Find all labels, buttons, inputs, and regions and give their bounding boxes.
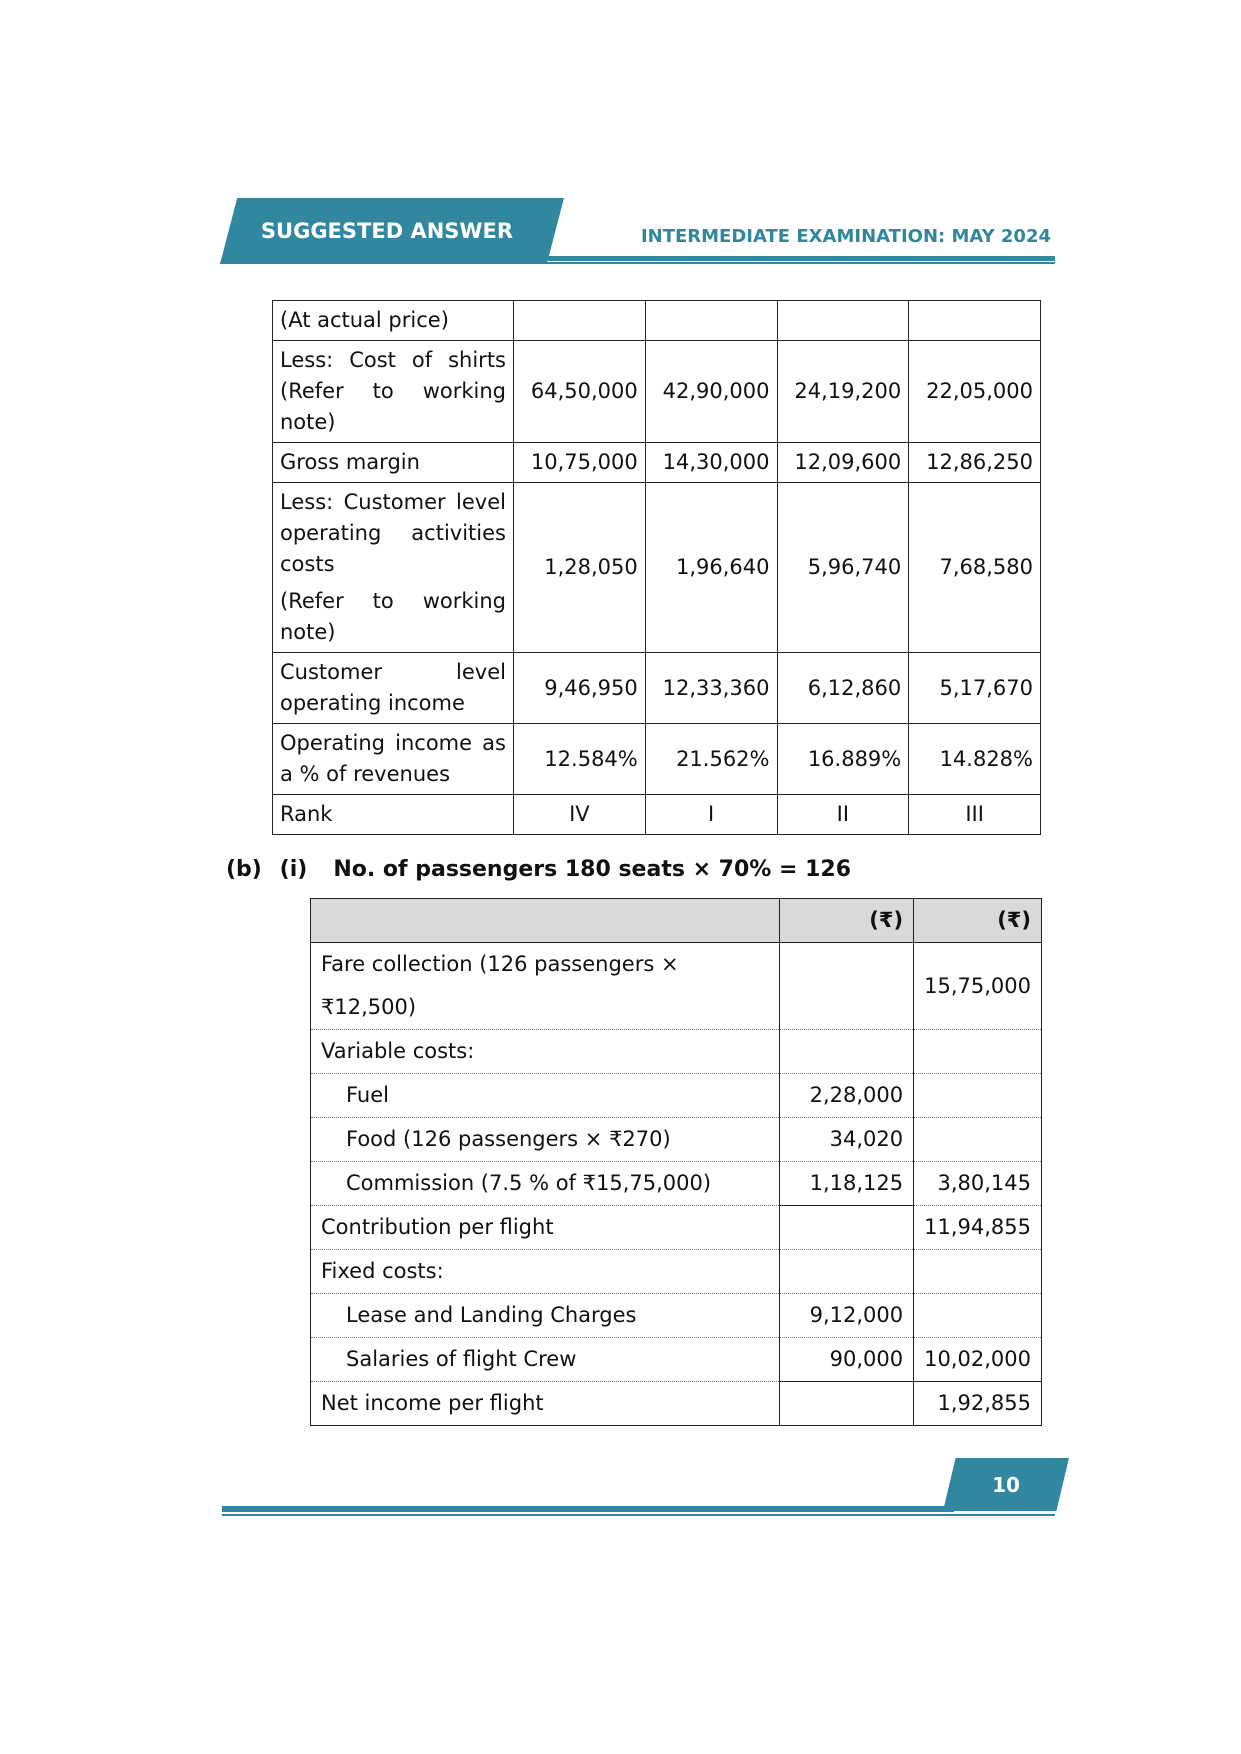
cell: 10,75,000 — [514, 443, 646, 483]
cell: 12.584% — [514, 724, 646, 795]
table-row — [311, 1162, 1042, 1206]
table-row — [311, 1118, 1042, 1162]
row-label-note: (Refer to working note) — [280, 589, 506, 644]
cell — [914, 1250, 1042, 1294]
cell: 7,68,580 — [909, 483, 1041, 653]
cell: 1,18,125 — [779, 1162, 913, 1206]
cell: 11,94,855 — [914, 1206, 1042, 1250]
table-row — [311, 1206, 1042, 1250]
customer-profitability-table — [272, 300, 1041, 835]
cell: 5,17,670 — [909, 653, 1041, 724]
table-row — [311, 1250, 1042, 1294]
cell: 14,30,000 — [645, 443, 777, 483]
row-label: Rank — [273, 795, 514, 835]
table-row — [311, 1338, 1042, 1382]
header-right-title: INTERMEDIATE EXAMINATION: MAY 2024 — [640, 226, 1051, 247]
question-part: (b) — [226, 857, 262, 882]
table-row — [311, 1074, 1042, 1118]
cell — [914, 1118, 1042, 1162]
cell: 9,12,000 — [779, 1294, 913, 1338]
row-label-line: Less: Customer level operating activities costs — [280, 490, 506, 576]
row-desc: Variable costs: — [311, 1030, 780, 1074]
header-rule — [548, 256, 1055, 261]
cell — [779, 943, 913, 1030]
cell: 22,05,000 — [909, 341, 1041, 443]
cell — [645, 301, 777, 341]
cell: 15,75,000 — [914, 943, 1042, 1030]
cell: IV — [514, 795, 646, 835]
cell: 6,12,860 — [777, 653, 909, 724]
table-row — [273, 724, 1041, 795]
table-row — [273, 443, 1041, 483]
table-row — [273, 653, 1041, 724]
cell — [914, 1074, 1042, 1118]
question-heading — [226, 857, 851, 882]
cell: III — [909, 795, 1041, 835]
cell — [514, 301, 646, 341]
row-desc: Fixed costs: — [311, 1250, 780, 1294]
cell — [779, 1206, 913, 1250]
cell: II — [777, 795, 909, 835]
table-header-row — [311, 899, 1042, 943]
cell — [909, 301, 1041, 341]
cell — [914, 1294, 1042, 1338]
cell: 1,92,855 — [914, 1382, 1042, 1426]
cell: 34,020 — [779, 1118, 913, 1162]
flight-income-table — [310, 898, 1042, 1426]
cell: 5,96,740 — [777, 483, 909, 653]
question-subpart: (i) — [279, 857, 308, 882]
row-label: Gross margin — [273, 443, 514, 483]
table-row — [273, 483, 1041, 653]
table-row — [311, 943, 1042, 1030]
row-label: Less: Cost of shirts (Refer to working note) — [273, 341, 514, 443]
cell: 3,80,145 — [914, 1162, 1042, 1206]
cell: 14.828% — [909, 724, 1041, 795]
cell: 12,09,600 — [777, 443, 909, 483]
header-rule-thin — [220, 262, 1055, 264]
cell: 64,50,000 — [514, 341, 646, 443]
cell: 24,19,200 — [777, 341, 909, 443]
cell: 1,28,050 — [514, 483, 646, 653]
header-cell — [311, 899, 780, 943]
cell: 1,96,640 — [645, 483, 777, 653]
question-text: No. of passengers 180 seats × 70% = 126 — [333, 857, 852, 882]
cell: 9,46,950 — [514, 653, 646, 724]
row-label: Customer level operating income — [273, 653, 514, 724]
table-row — [311, 1294, 1042, 1338]
cell: 21.562% — [645, 724, 777, 795]
row-desc: Salaries of flight Crew — [311, 1338, 780, 1382]
row-desc: Commission (7.5 % of ₹15,75,000) — [311, 1162, 780, 1206]
header-cell: (₹) — [779, 899, 913, 943]
cell: 12,33,360 — [645, 653, 777, 724]
row-desc: Lease and Landing Charges — [311, 1294, 780, 1338]
header-left-title: SUGGESTED ANSWER — [260, 219, 514, 243]
footer-rule — [222, 1506, 954, 1512]
row-desc: Contribution per flight — [311, 1206, 780, 1250]
table-row — [273, 795, 1041, 835]
cell: 42,90,000 — [645, 341, 777, 443]
row-desc: Fuel — [311, 1074, 780, 1118]
header-cell: (₹) — [914, 899, 1042, 943]
cell: I — [645, 795, 777, 835]
cell: 16.889% — [777, 724, 909, 795]
cell — [779, 1382, 913, 1426]
table-row — [273, 341, 1041, 443]
row-label — [273, 483, 514, 653]
row-desc: Net income per flight — [311, 1382, 780, 1426]
row-label: (At actual price) — [273, 301, 514, 341]
cell — [779, 1250, 913, 1294]
cell — [914, 1030, 1042, 1074]
row-desc: Food (126 passengers × ₹270) — [311, 1118, 780, 1162]
table-row — [273, 301, 1041, 341]
table-row — [311, 1382, 1042, 1426]
row-label: Operating income as a % of revenues — [273, 724, 514, 795]
footer-rule-thin — [222, 1514, 1055, 1516]
cell — [777, 301, 909, 341]
row-desc: Fare collection (126 passengers × ₹12,500) — [311, 943, 780, 1030]
cell: 90,000 — [779, 1338, 913, 1382]
table-row — [311, 1030, 1042, 1074]
cell: 12,86,250 — [909, 443, 1041, 483]
page-number: 10 — [992, 1472, 1020, 1497]
cell: 10,02,000 — [914, 1338, 1042, 1382]
cell — [779, 1030, 913, 1074]
cell: 2,28,000 — [779, 1074, 913, 1118]
